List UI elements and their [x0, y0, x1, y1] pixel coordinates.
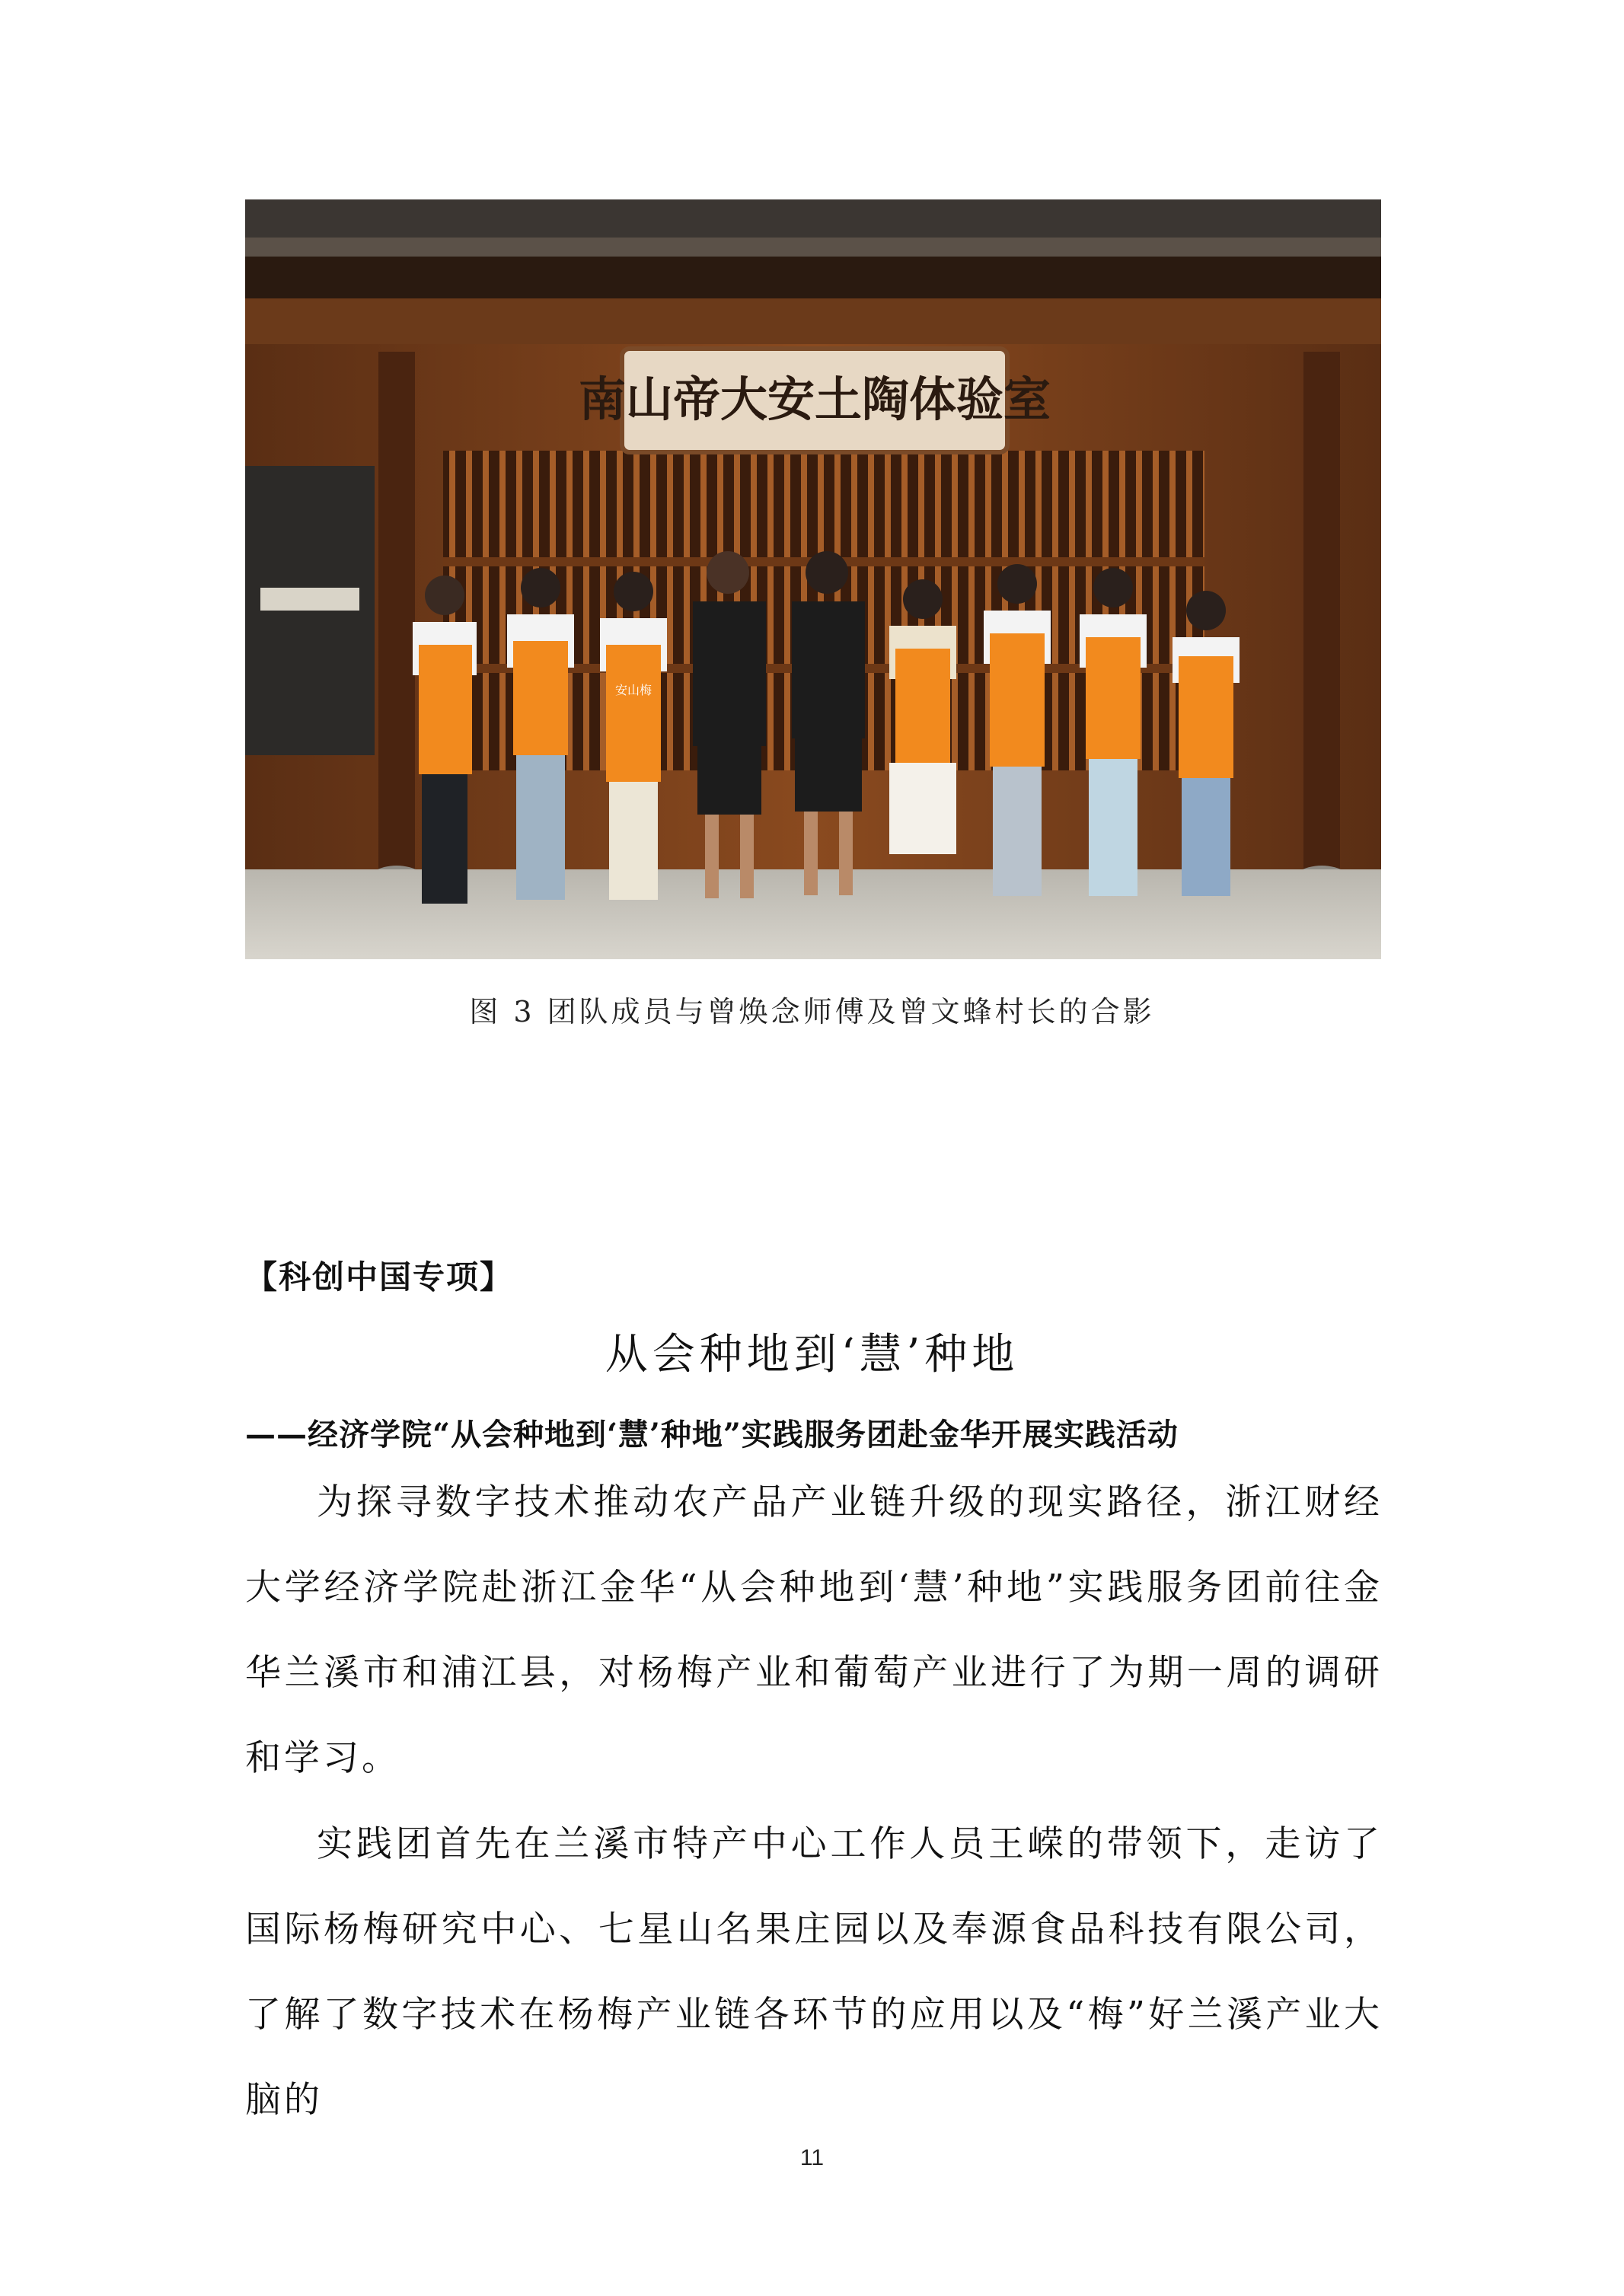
article-title: 从会种地到‘慧’种地: [605, 1330, 1019, 1379]
sign-text: 南山帝大安土陶体验室: [578, 372, 1051, 427]
figure-caption: 图 3 团队成员与曾焕念师傅及曾文蜂村长的合影: [469, 995, 1155, 1028]
group-photo-illustration: [245, 199, 1381, 959]
body-paragraph: 实践团首先在兰溪市特产中心工作人员王嵘的带领下，走访了国际杨梅研究中心、七星山名果庄园以及奉源食品科技有限公司，了解了数字技术在杨梅产业链各环节的应用以及“梅”好兰溪产业大脑的: [245, 1823, 1383, 2121]
section-tag: 【科创中国专项】: [245, 1258, 514, 1296]
person-3: [600, 572, 667, 900]
page-number: 11: [799, 2145, 825, 2170]
article-subtitle: ——经济学院“从会种地到‘慧’种地”实践服务团赴金华开展实践活动: [245, 1417, 1179, 1453]
body-paragraph: 为探寻数字技术推动农产品产业链升级的现实路径，浙江财经大学经济学院赴浙江金华“从会种地到‘慧’种地”实践服务团前往金华兰溪市和浦江县，对杨梅产业和葡萄产业进行了为期一周的调研和学习。: [245, 1481, 1383, 1779]
person-1: [413, 576, 477, 904]
person-7: [984, 564, 1051, 896]
person-8: [1080, 568, 1147, 896]
body-paragraph-1-container: [245, 1460, 1383, 1801]
person-2: [507, 568, 574, 900]
body-paragraph-2-container: [245, 1802, 1383, 2143]
group-photo: [245, 199, 1381, 959]
apron-label: 安山梅: [614, 683, 652, 697]
